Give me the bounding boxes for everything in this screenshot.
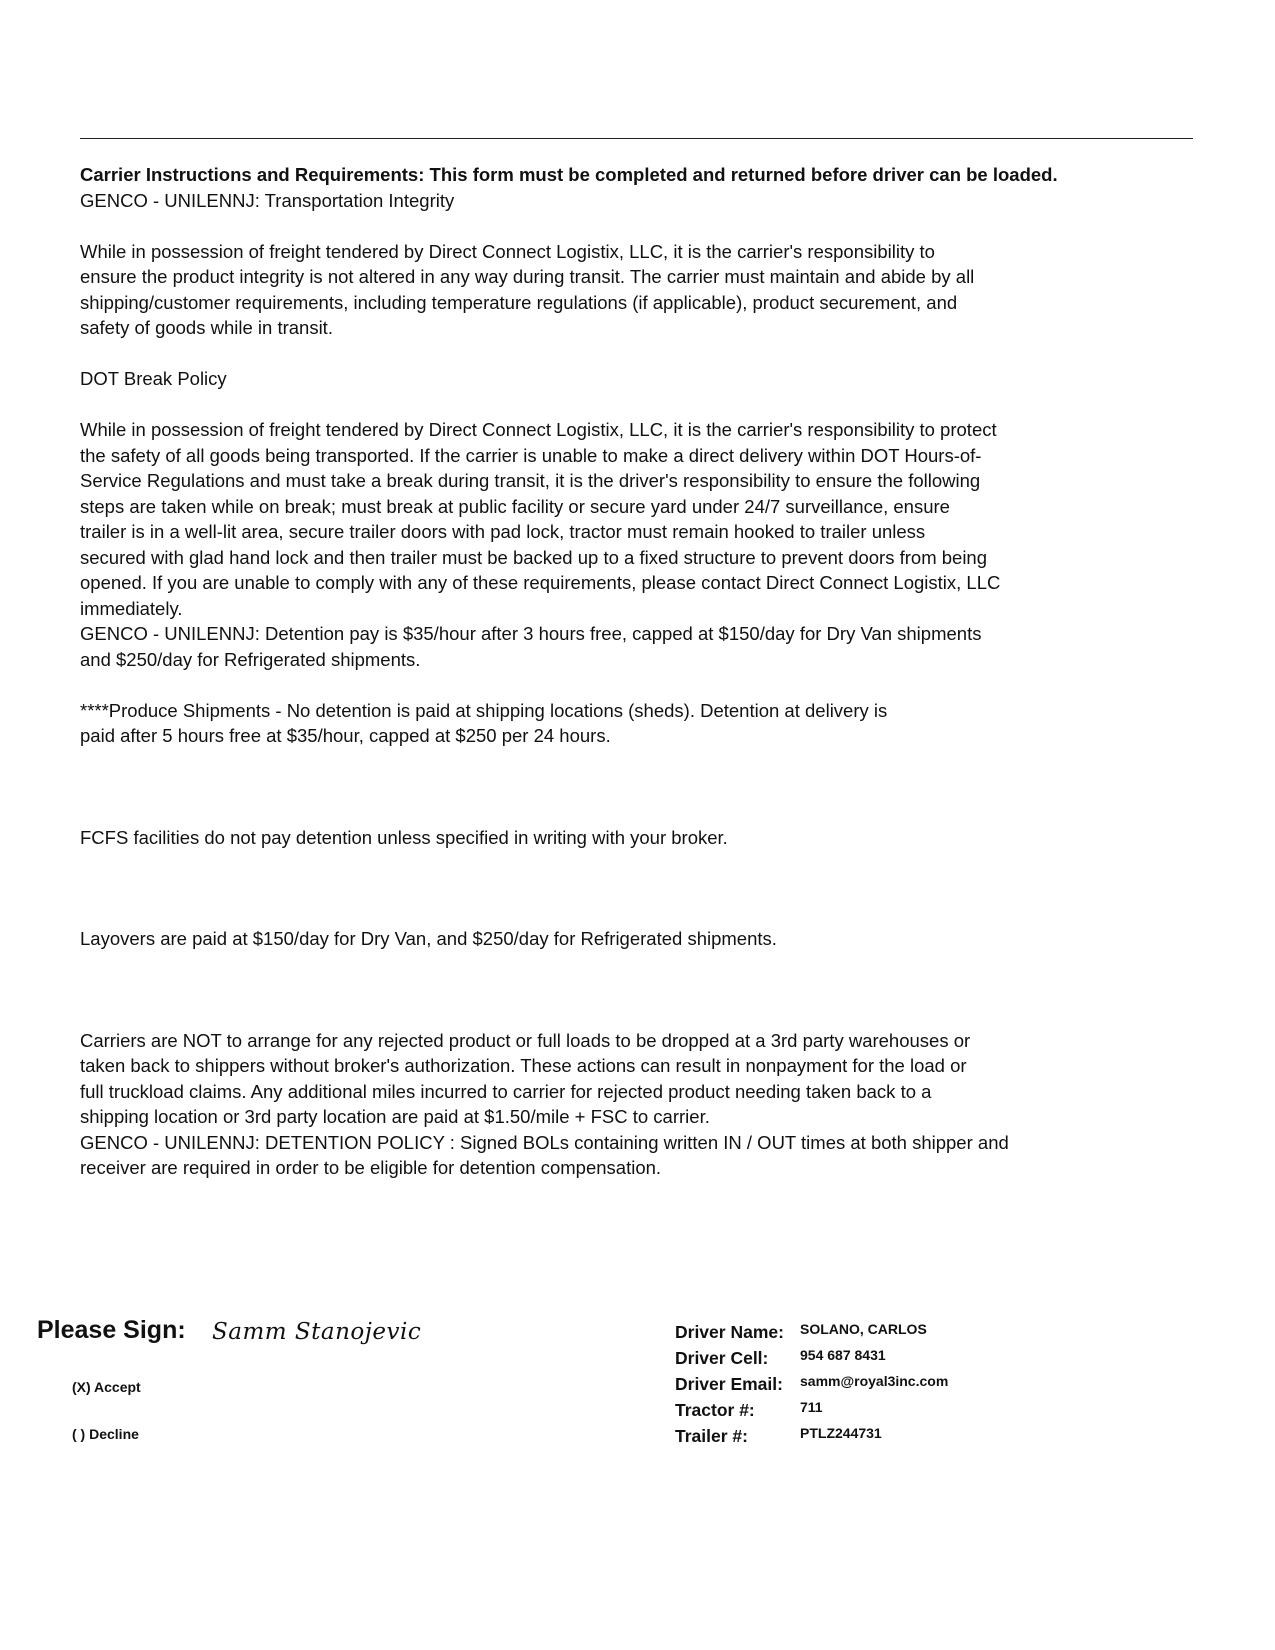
text-line: safety of goods while in transit. <box>80 317 333 338</box>
form-title: Carrier Instructions and Requirements: This form must be completed and returned before driver can be loaded. <box>80 164 1058 185</box>
please-sign-label: Please Sign: <box>37 1316 186 1344</box>
text-line: While in possession of freight tendered by Direct Connect Logistix, LLC, it is the carrier's responsibility to protect <box>80 419 997 440</box>
text-line: receiver are required in order to be eligible for detention compensation. <box>80 1157 662 1178</box>
decline-option[interactable]: ( ) Decline <box>72 1426 139 1442</box>
rejected-product-paragraph <box>80 1028 1200 1130</box>
text-line: full truckload claims. Any additional miles incurred to carrier for rejected product needing taken back to a <box>80 1080 932 1102</box>
text-line: ****Produce Shipments - No detention is paid at shipping locations (sheds). Detention at delivery is <box>80 699 888 721</box>
text-line: trailer is in a well-lit area, secure trailer doors with pad lock, tractor must remain hooked to trailer unless <box>80 521 926 542</box>
layovers-paragraph: Layovers are paid at $150/day for Dry Van, and $250/day for Refrigerated shipments. <box>80 928 777 949</box>
driver-name-value: SOLANO, CARLOS <box>800 1321 927 1337</box>
text-line: the safety of all goods being transported. If the carrier is unable to make a direct delivery within DOT Hours-of- <box>80 444 982 466</box>
text-line: paid after 5 hours free at $35/hour, capped at $250 per 24 hours. <box>80 725 611 746</box>
integrity-paragraph <box>80 239 1200 341</box>
text-line: Service Regulations and must take a break during transit, it is the driver's responsibility to ensure the following <box>80 470 981 491</box>
text-line: GENCO - UNILENNJ: Detention pay is $35/hour after 3 hours free, capped at $150/day for Dry Van shipments <box>80 623 982 644</box>
trailer-label: Trailer #: <box>675 1426 748 1446</box>
driver-email-value: samm@royal3inc.com <box>800 1373 949 1389</box>
produce-paragraph <box>80 698 1200 749</box>
accept-option[interactable]: (X) Accept <box>72 1379 141 1395</box>
tractor-label: Tractor #: <box>675 1400 755 1420</box>
driver-cell-label: Driver Cell: <box>675 1348 769 1368</box>
text-line: steps are taken while on break; must break at public facility or secure yard under 24/7 surveillance, ensure <box>80 495 950 517</box>
text-line: and $250/day for Refrigerated shipments. <box>80 648 421 670</box>
text-line: Carriers are NOT to arrange for any rejected product or full loads to be dropped at a 3rd party warehouses or <box>80 1029 971 1051</box>
header-divider <box>80 138 1193 139</box>
form-subtitle: GENCO - UNILENNJ: Transportation Integrity <box>80 189 455 211</box>
tractor-value: 711 <box>800 1399 823 1415</box>
text-line: ensure the product integrity is not altered in any way during transit. The carrier must maintain and abide by all <box>80 266 975 287</box>
trailer-value: PTLZ244731 <box>800 1425 882 1441</box>
driver-email-label: Driver Email: <box>675 1374 783 1394</box>
text-line: GENCO - UNILENNJ: DETENTION POLICY : Signed BOLs containing written IN / OUT times at both shipper and <box>80 1131 1009 1153</box>
driver-cell-value: 954 687 8431 <box>800 1347 886 1363</box>
text-line: opened. If you are unable to comply with any of these requirements, please contact Direct Connect Logistix, LLC <box>80 572 1001 593</box>
text-line: While in possession of freight tendered by Direct Connect Logistix, LLC, it is the carrier's responsibility to <box>80 240 935 262</box>
fcfs-paragraph: FCFS facilities do not pay detention unless specified in writing with your broker. <box>80 826 728 848</box>
text-line: taken back to shippers without broker's authorization. These actions can result in nonpayment for the load or <box>80 1055 967 1076</box>
text-line: shipping location or 3rd party location are paid at $1.50/mile + FSC to carrier. <box>80 1106 710 1127</box>
dot-policy-paragraph <box>80 417 1200 621</box>
dot-break-heading: DOT Break Policy <box>80 368 227 389</box>
signature-field[interactable]: Samm Stanojevic <box>212 1319 422 1345</box>
driver-name-label: Driver Name: <box>675 1322 784 1342</box>
instructions-body <box>80 162 1200 1181</box>
text-line: secured with glad hand lock and then trailer must be backed up to a fixed structure to prevent doors from being <box>80 546 988 568</box>
detention-pay-paragraph <box>80 621 1200 672</box>
text-line: shipping/customer requirements, including temperature regulations (if applicable), product securement, and <box>80 291 958 313</box>
text-line: immediately. <box>80 597 183 619</box>
detention-policy-paragraph <box>80 1130 1200 1181</box>
